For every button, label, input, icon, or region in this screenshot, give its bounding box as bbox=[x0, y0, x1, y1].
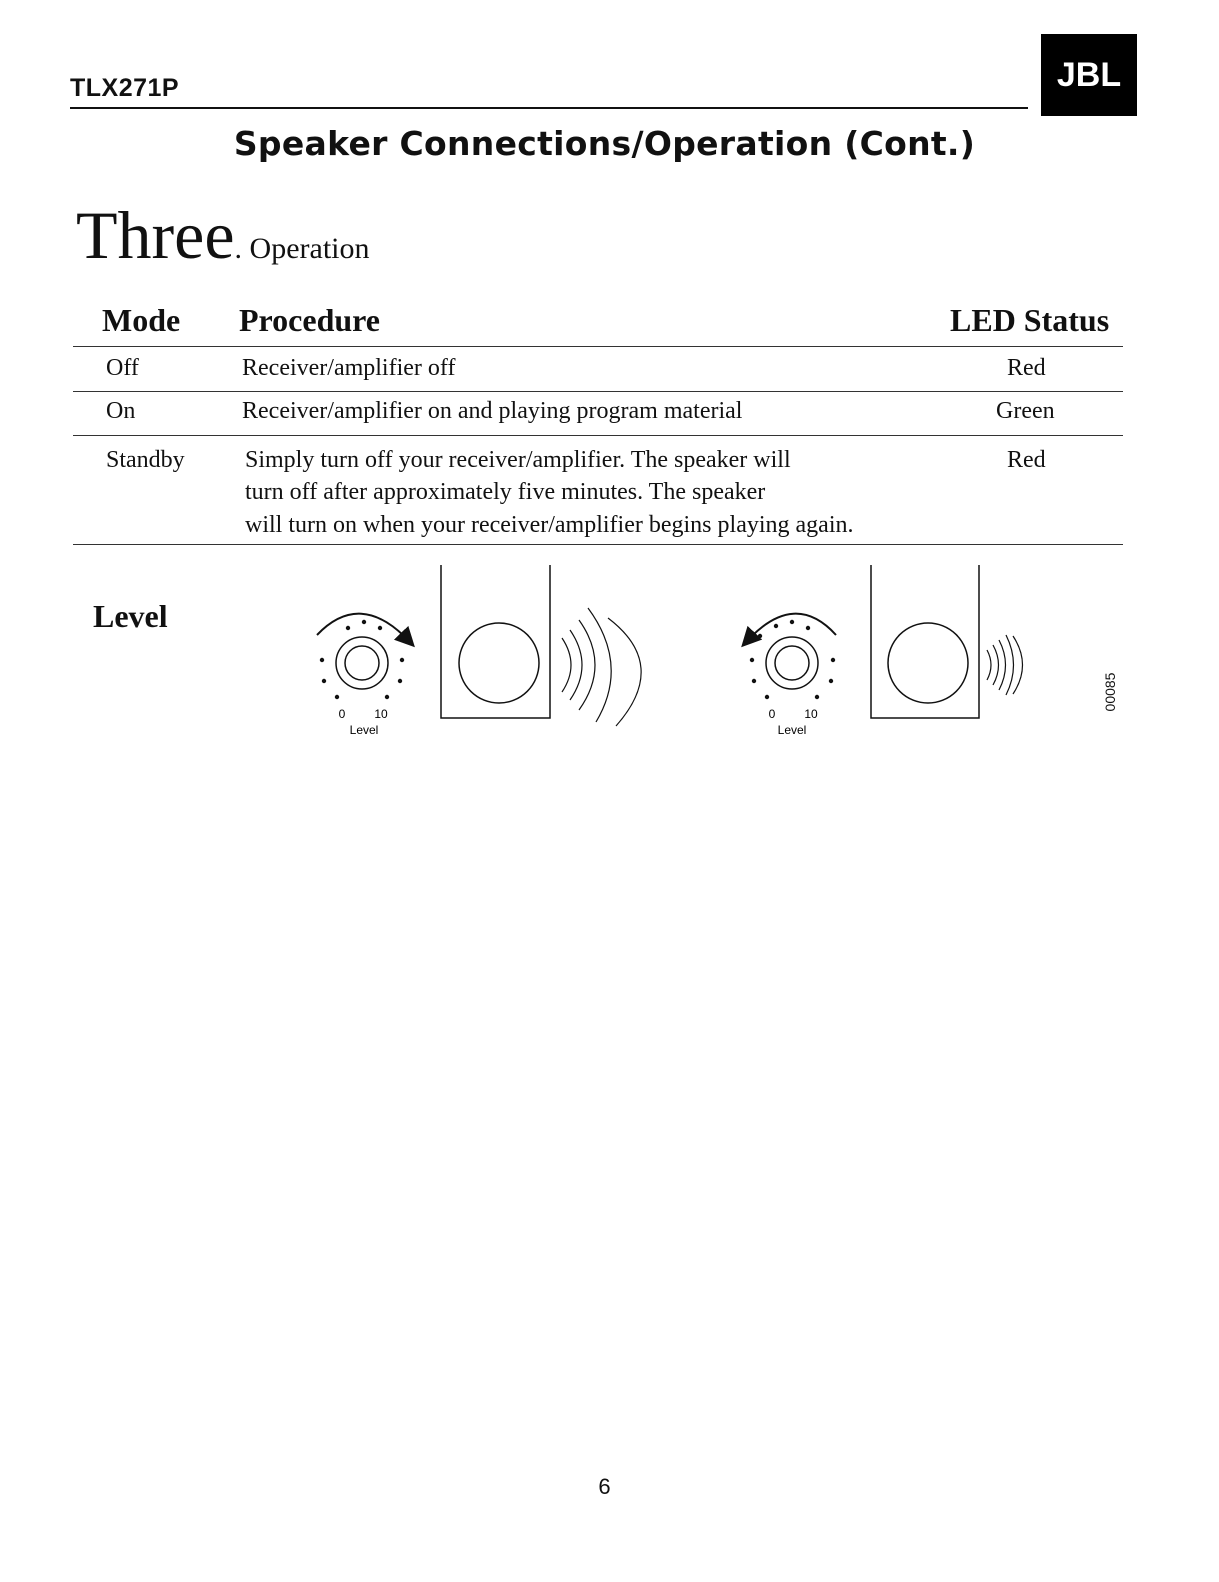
model-number: TLX271P bbox=[70, 74, 180, 102]
speaker-soft bbox=[871, 565, 1023, 718]
mode-cell: Standby bbox=[106, 447, 185, 473]
header-mode: Mode bbox=[102, 302, 181, 338]
speaker-driver bbox=[888, 623, 968, 703]
table-rule bbox=[73, 346, 1123, 347]
speaker-loud bbox=[441, 565, 641, 726]
knob-inner bbox=[775, 646, 809, 680]
knob-caption: Level bbox=[349, 723, 379, 737]
knob-dots bbox=[320, 620, 404, 699]
knob-min: 0 bbox=[768, 707, 776, 721]
logo-text: JBL bbox=[1056, 55, 1122, 94]
jbl-logo bbox=[1041, 34, 1137, 116]
header-rule bbox=[70, 107, 1028, 109]
procedure-line: will turn on when your receiver/amplifier begins playing again. bbox=[245, 512, 854, 538]
knob-min: 0 bbox=[338, 707, 346, 721]
chapter-heading bbox=[76, 196, 370, 275]
knob-max: 10 bbox=[374, 707, 388, 721]
mode-cell: On bbox=[106, 398, 136, 424]
figure-code-text: 00085 bbox=[1102, 672, 1118, 712]
knob-decrease bbox=[748, 614, 836, 737]
page-number: 6 bbox=[598, 1474, 611, 1499]
procedure-line: Simply turn off your receiver/amplifier. The speaker will bbox=[245, 447, 791, 473]
knob-caption: Level bbox=[777, 723, 807, 737]
figure-code bbox=[1098, 672, 1122, 716]
level-diagram bbox=[290, 560, 1090, 750]
knob-outer bbox=[766, 637, 818, 689]
sound-waves-loud-icon bbox=[562, 608, 641, 726]
table-rule bbox=[73, 391, 1123, 392]
speaker-driver bbox=[459, 623, 539, 703]
procedure-line: turn off after approximately five minutes. The speaker bbox=[245, 479, 766, 505]
chapter-number-word: Three bbox=[76, 197, 235, 273]
knob-outer bbox=[336, 637, 388, 689]
header-procedure: Procedure bbox=[239, 302, 380, 338]
table-rule bbox=[73, 435, 1123, 436]
table-rule bbox=[73, 544, 1123, 545]
procedure-cell: Receiver/amplifier off bbox=[242, 355, 456, 381]
led-cell: Green bbox=[996, 398, 1055, 424]
chapter-title: . Operation bbox=[234, 232, 370, 265]
knob-max: 10 bbox=[804, 707, 818, 721]
mode-cell: Off bbox=[106, 355, 139, 381]
section-title: Speaker Connections/Operation (Cont.) bbox=[233, 124, 976, 163]
led-cell: Red bbox=[1007, 355, 1046, 381]
level-label: Level bbox=[93, 598, 168, 634]
knob-increase bbox=[317, 614, 408, 737]
procedure-cell: Receiver/amplifier on and playing program material bbox=[242, 398, 743, 424]
sound-waves-soft-icon bbox=[987, 635, 1023, 695]
knob-inner bbox=[345, 646, 379, 680]
clockwise-arrow-icon bbox=[317, 614, 408, 640]
knob-dots bbox=[750, 620, 835, 699]
led-cell: Red bbox=[1007, 447, 1046, 473]
header-led-status: LED Status bbox=[950, 302, 1110, 338]
